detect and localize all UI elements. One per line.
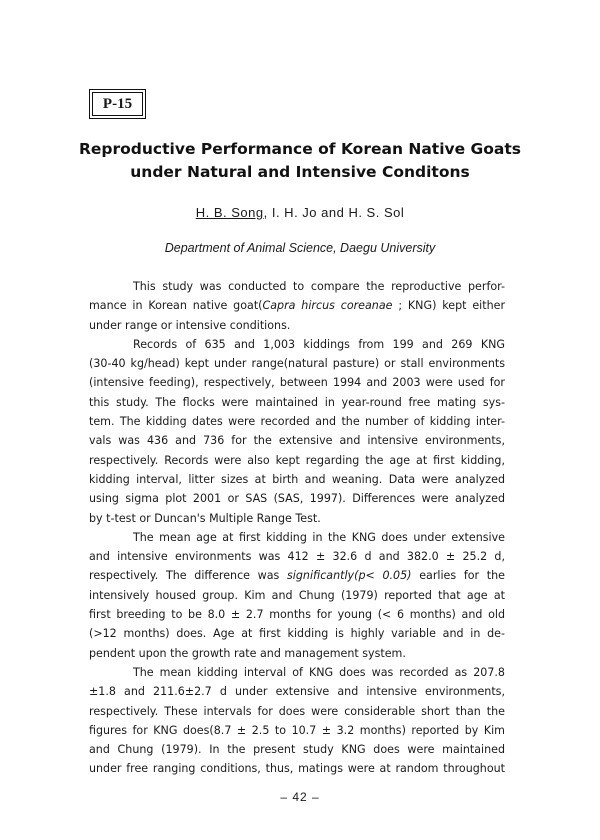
- body-text: mance in Korean native goat(: [89, 299, 263, 313]
- body-line: [89, 566, 505, 585]
- body-line: and Chung (1979). In the present study KNG does were maintained: [89, 743, 505, 757]
- body-line: Records of 635 and 1,003 kiddings from 199 and 269 KNG: [133, 337, 505, 351]
- paper-title-line-2: under Natural and Intensive Conditons: [130, 163, 470, 181]
- body-line: tem. The kidding dates were recorded and the number of kidding inter-: [89, 415, 505, 429]
- body-line: figures for KNG does(8.7 ± 2.5 to 10.7 ± 3.2 months) reported by Kim: [89, 723, 505, 737]
- co-authors: , I. H. Jo and H. S. Sol: [263, 205, 405, 220]
- body-line: The mean kidding interval of KNG does was recorded as 207.8: [133, 665, 505, 679]
- body-line: kidding interval, litter sizes at birth and weaning. Data were analyzed: [89, 472, 505, 486]
- poster-number-badge: P-15: [92, 92, 143, 116]
- affiliation: Department of Animal Science, Daegu University: [164, 241, 436, 255]
- significance-text: significantly(p< 0.05): [287, 569, 412, 583]
- body-line: ±1.8 and 211.6±2.7 d under extensive and intensive environments,: [89, 685, 505, 699]
- body-text: earlies for the: [411, 569, 505, 583]
- body-line: This study was conducted to compare the reproductive perfor-: [133, 280, 505, 293]
- body-line: respectively. These intervals for does were considerable short than the: [89, 704, 505, 718]
- body-line: using sigma plot 2001 or SAS (SAS, 1997). Differences were analyzed: [89, 492, 505, 506]
- body-line: vals was 436 and 736 for the extensive and intensive environments,: [89, 434, 505, 448]
- body-line: intensively housed group. Kim and Chung (1979) reported that age at: [89, 588, 505, 602]
- body-text: ; KNG) kept either: [398, 299, 506, 313]
- author-line: [60, 205, 540, 220]
- species-name: Capra hircus coreanae: [262, 299, 393, 313]
- body-line: under free ranging conditions, thus, matings were at random throughout: [89, 762, 505, 776]
- body-line: (intensive feeding), respectively, between 1994 and 2003 were used for: [89, 376, 505, 390]
- page-number: – 42 –: [280, 790, 320, 804]
- body-text: respectively. The difference was: [89, 569, 288, 583]
- abstract-body: [89, 277, 505, 779]
- body-line: (>12 months) does. Age at first kidding is highly variable and in de-: [89, 627, 505, 641]
- body-line: (30-40 kg/head) kept under range(natural pasture) or stall environments: [89, 357, 505, 371]
- paper-title-line-1: Reproductive Performance of Korean Native Goats: [78, 140, 522, 158]
- body-line: respectively. Records were also kept regarding the age at first kidding,: [89, 453, 505, 467]
- body-line: under range or intensive conditions.: [89, 318, 291, 332]
- body-line: The mean age at first kidding in the KNG does under extensive: [133, 530, 505, 544]
- body-line: [89, 296, 505, 315]
- body-line: this study. The flocks were maintained in year-round free mating sys-: [89, 395, 505, 409]
- presenting-author: H. B. Song: [195, 205, 264, 220]
- body-line: pendent upon the growth rate and management system.: [89, 646, 406, 660]
- body-line: and intensive environments was 412 ± 32.6 d and 382.0 ± 25.2 d,: [89, 550, 505, 564]
- body-line: by t-test or Duncan's Multiple Range Test.: [89, 511, 321, 525]
- body-line: first breeding to be 8.0 ± 2.7 months for young (< 6 months) and old: [89, 608, 505, 622]
